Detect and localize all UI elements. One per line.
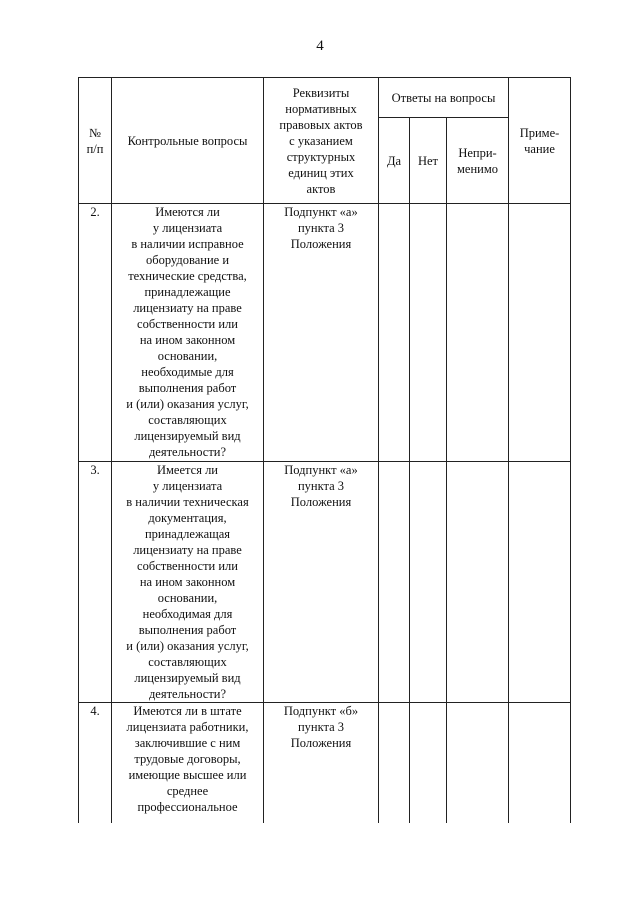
legal-reference: Подпункт «б» пункта 3 Положения <box>264 703 379 824</box>
header-note: Приме- чание <box>509 78 571 204</box>
note-cell[interactable] <box>509 462 571 703</box>
page-number: 4 <box>316 38 324 54</box>
header-num: № п/п <box>79 78 112 204</box>
answer-yes-cell[interactable] <box>379 204 410 462</box>
answer-no-cell[interactable] <box>410 703 447 824</box>
answer-not-applicable-cell[interactable] <box>447 703 509 824</box>
answer-not-applicable-cell[interactable] <box>447 204 509 462</box>
row-number: 4. <box>79 703 112 824</box>
header-requisites: Реквизиты нормативных правовых актов с указанием структурных единиц этих актов <box>264 78 379 204</box>
table-row <box>79 462 571 703</box>
answer-no-cell[interactable] <box>410 204 447 462</box>
answer-no-cell[interactable] <box>410 462 447 703</box>
header-not-applicable: Непри- менимо <box>447 118 509 204</box>
header-no: Нет <box>410 118 447 204</box>
control-question: Имеются ли у лицензиата в наличии исправное оборудование и технические средства, принадлежащие лицензиату на праве собственности или на ином законном основании, необходимые для выполнения работ и (или) оказания услуг, составляющих лицензируемый вид деятельности? <box>112 204 264 462</box>
header-yes: Да <box>379 118 410 204</box>
checklist-table <box>78 77 571 823</box>
legal-reference: Подпункт «а» пункта 3 Положения <box>264 462 379 703</box>
header-questions: Контрольные вопросы <box>112 78 264 204</box>
note-cell[interactable] <box>509 703 571 824</box>
row-number: 2. <box>79 204 112 462</box>
control-question: Имеется ли у лицензиата в наличии техническая документация, принадлежащая лицензиату на праве собственности или на ином законном основании, необходимая для выполнения работ и (или) оказания услуг, составляющих лицензируемый вид деятельности? <box>112 462 264 703</box>
table-row <box>79 703 571 824</box>
answer-yes-cell[interactable] <box>379 703 410 824</box>
answer-not-applicable-cell[interactable] <box>447 462 509 703</box>
table-header-row <box>79 78 571 118</box>
control-question: Имеются ли в штате лицензиата работники, заключившие с ним трудовые договоры, имеющие высшее или среднее профессиональное <box>112 703 264 824</box>
answer-yes-cell[interactable] <box>379 462 410 703</box>
row-number: 3. <box>79 462 112 703</box>
note-cell[interactable] <box>509 204 571 462</box>
table-row <box>79 204 571 462</box>
legal-reference: Подпункт «а» пункта 3 Положения <box>264 204 379 462</box>
header-answers: Ответы на вопросы <box>379 78 509 118</box>
